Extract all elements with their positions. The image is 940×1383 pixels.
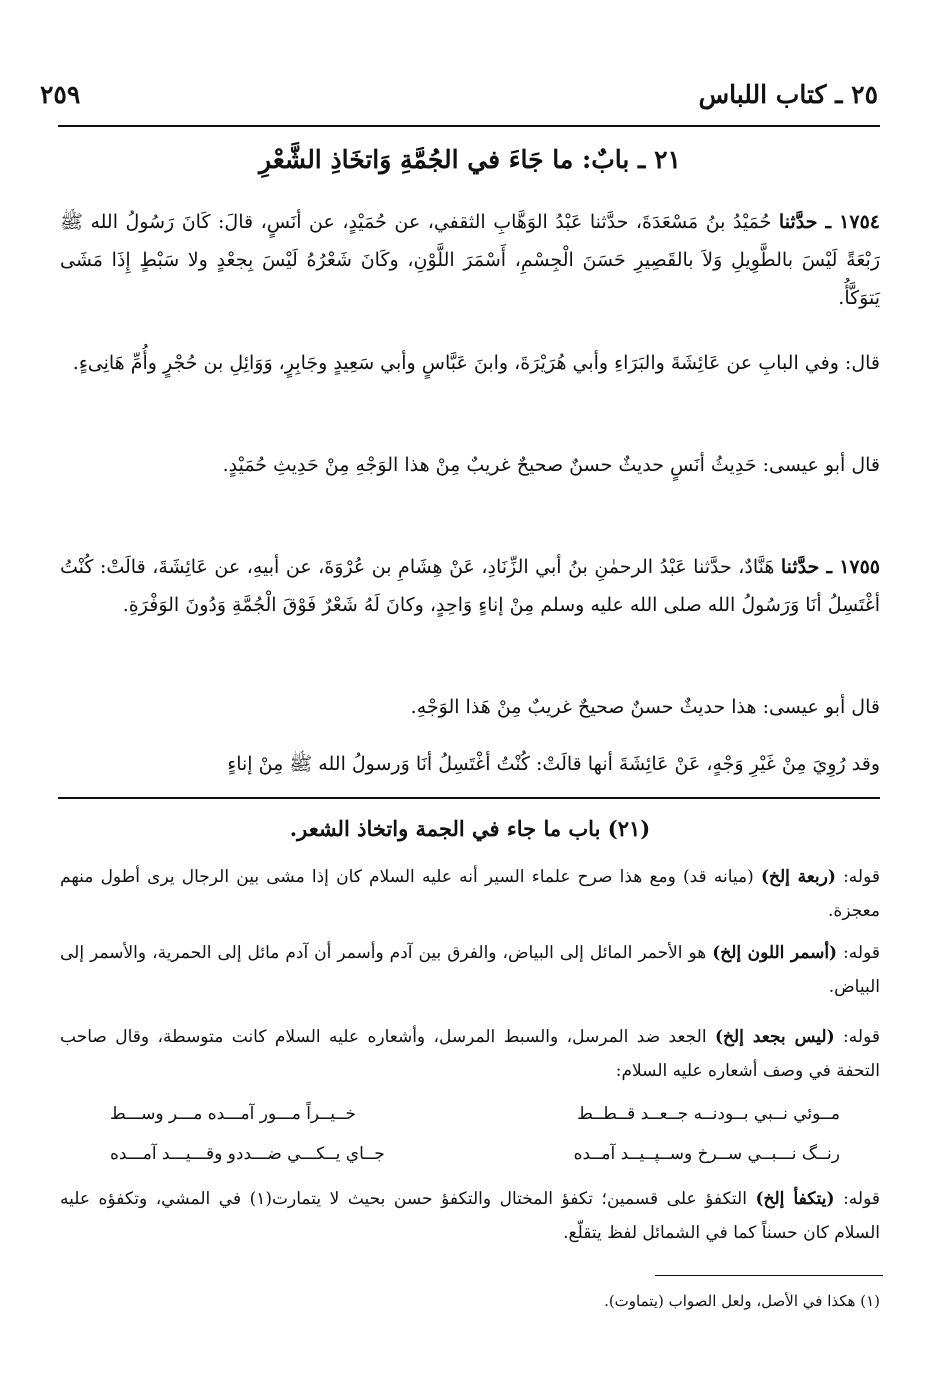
hadith-1754	[60, 203, 880, 317]
bab-references: قال: وفي البابِ عن عَائِشَةَ والبَرَاءِ وأبي هُرَيْرَةَ، وابنَ عَبَّاسٍ وأبي سَعِيدٍ وجَابِرٍ، وَوَائِلِ بن حُجْرٍ وأُمِّ هَانِىءٍ.	[72, 352, 880, 374]
chapter-header: ٢٥ ـ كتاب اللباس	[698, 80, 878, 109]
hadith-text: هَنَّادٌ، حدَّثنا عَبْدُ الرحمٰنِ بنُ أبي الزِّنَادِ، عَنْ هِشَامِ بن عُرْوَةَ، عن أبيهِ، عن عَائِشَةَ، قالَتْ: كُنْتُ أغْتَسِلُ أنَا وَرَسُولُ الله صلى الله عليه وسلم مِنْ إناءٍ وَاحِدٍ، وكانَ لَهُ شَعْرٌ فَوْقَ الْجُمَّةِ وَدُونَ الوَفْرَةِ.	[60, 556, 880, 616]
footnote: (١) هكذا في الأصل، ولعل الصواب (يتماوت).	[604, 1292, 880, 1310]
hadith-1755	[60, 548, 880, 624]
footnote-rule	[655, 1275, 883, 1276]
hadith-text: حُمَيْدُ بنُ مَسْعَدَةَ، حدَّثنا عَبْدُ الوَهَّابِ الثقفي، عن حُمَيْدٍ، عن أنَسٍ، قالَ: كَانَ رَسُولُ الله ﷺ رَبْعَةً لَيْسَ بالطَّوِيلِ وَلاَ بالقَصِيرِ حَسَنَ الْجِسْمِ، أَسْمَرَ اللَّوْنِ، وكَانَ شَعْرُهُ لَيْسَ بِجعْدٍ ولا سَبْطٍ إِذَا مَشَى يَتوَكَّأُ.	[60, 211, 880, 309]
hadith-number: ١٧٥٥ ـ حدَّثنا	[780, 556, 881, 578]
note-1: قوله: (ربعة إلخ) (ميانه قد) ومع هذا صرح علماء السير أنه عليه السلام كان إذا مشى بين الرجال يرى أطول منهم معجزة.	[60, 867, 881, 921]
note-term: (يتكفأ إلخ)	[755, 1189, 835, 1209]
abu-isa-comment-2: قال أبو عيسى: هذا حديثٌ حسنٌ صحيحٌ غريبٌ مِنْ هَذا الوَجْهِ.	[410, 696, 880, 718]
abu-isa-comment-1: قال أبو عيسى: حَدِيثُ أنَسٍ حديثٌ حسنٌ صحيحٌ غريبٌ مِنْ هذا الوَجْهِ مِنْ حَدِيثِ حُمَيْدٍ.	[222, 454, 880, 476]
verse-2-right: رنــگ نـــبــي ســرخ وســپــيــد آمــده	[573, 1144, 840, 1164]
note-2: قوله: (أسمر اللون إلخ) هو الأحمر المائل إلى البياض، والفرق بين آدم وأسمر أن آدم مائل إلى الحمرية، والأسمر إلى البياض.	[60, 943, 880, 997]
note-term: (ليس بجعد إلخ)	[714, 1027, 835, 1047]
note-4: قوله: (يتكفأ إلخ) التكفؤ على قسمين؛ تكفؤ المختال والتكفؤ حسن بحيث لا يتمارت(١) في المشي، وتكفؤه عليه السلام كان حسناً كما في الشمائل لفظ يتقلّع.	[60, 1189, 880, 1243]
page-number: ٢٥٩	[40, 80, 81, 109]
section-title: ٢١ ـ بابٌ: ما جَاءَ في الجُمَّةِ وَاتخَاذِ الشَّعْرِ	[259, 145, 681, 174]
ruwiya-text: وقد رُوِيَ مِنْ غَيْرِ وَجْهٍ، عَنْ عَائِشَةَ أنها قالَتْ: كُنْتُ أغْتَسِلُ أنَا وَرسولُ الله ﷺ مِنْ إناءٍ	[227, 753, 880, 775]
note-term: (أسمر اللون إلخ)	[712, 943, 838, 963]
header-rule	[58, 125, 880, 127]
note-term: (ربعة إلخ)	[760, 867, 836, 887]
hadith-number: ١٧٥٤ ـ حدَّثنا	[778, 211, 880, 233]
verse-1-left: خــيــراً مـــور آمـــده مـــر وســـط	[110, 1104, 356, 1124]
verse-1-right: مــوئي نــبي بــودنــه جــعــد قــطــط	[577, 1104, 840, 1124]
verse-2-left: جــاي يــكـــي ضـــددو وقـــيـــد آمـــده	[110, 1144, 385, 1164]
note-3: قوله: (ليس بجعد إلخ) الجعد ضد المرسل، والسبط المرسل، وأشعاره عليه السلام كانت متوسطة، وقال صاحب التحفة في وصف أشعاره عليه السلام:	[60, 1027, 880, 1081]
notes-title: (٢١) باب ما جاء في الجمة واتخاذ الشعر.	[289, 816, 651, 841]
notes-rule	[58, 797, 880, 799]
